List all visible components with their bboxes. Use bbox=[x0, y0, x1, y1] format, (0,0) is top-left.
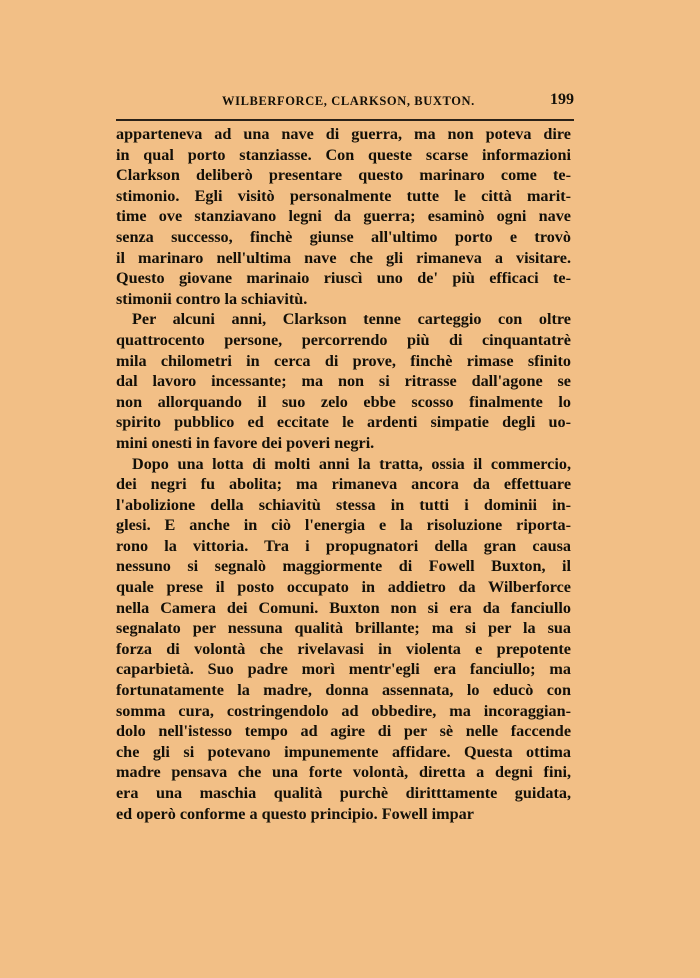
text-line: caparbietà. Suo padre morì mentr'egli era fanciullo; ma bbox=[116, 660, 571, 679]
text-line: apparteneva ad una nave di guerra, ma non poteva dire bbox=[116, 125, 571, 143]
text-line: Dopo una lotta di molti anni la tratta, ossia il commercio, bbox=[132, 454, 571, 473]
text-line: ed operò conforme a questo principio. Fowell impar bbox=[116, 804, 474, 823]
text-line: senza successo, finchè giunse all'ultimo porto e trovò bbox=[116, 227, 571, 246]
text-line: fortunatamente la madre, donna assennata, lo educò con bbox=[116, 681, 571, 700]
text-line: Clarkson deliberò presentare questo marinaro come te- bbox=[116, 166, 571, 185]
header-rule bbox=[116, 119, 574, 121]
paragraph bbox=[116, 124, 571, 309]
text-line: che gli si potevano impunemente affidare. Questa ottima bbox=[116, 742, 571, 761]
page-header bbox=[116, 91, 574, 111]
running-head: WILBERFORCE, CLARKSON, BUXTON. bbox=[222, 94, 475, 108]
text-line: dei negri fu abolita; ma rimaneva ancora da effettuare bbox=[116, 475, 571, 494]
text-line: dal lavoro incessante; ma non si ritrasse dall'agone se bbox=[116, 372, 571, 391]
text-line: forza di volontà che rivelavasi in violenta e prepotente bbox=[116, 639, 571, 658]
text-line: stimonio. Egli visitò personalmente tutte le città marit- bbox=[116, 186, 571, 205]
text-line: quattrocento persone, percorrendo più di cinquantatrè bbox=[116, 330, 571, 349]
text-line: mila chilometri in cerca di prove, finchè rimase sfinito bbox=[116, 351, 571, 370]
text-line: Questo giovane marinaio riuscì uno de' più efficaci te- bbox=[116, 269, 571, 288]
text-line: il marinaro nell'ultima nave che gli rimaneva a visitare. bbox=[116, 248, 571, 267]
text-line: dolo nell'istesso tempo ad agire di per sè nelle faccende bbox=[116, 722, 571, 741]
text-line: segnalato per nessuna qualità brillante; ma si per la sua bbox=[116, 619, 571, 638]
text-line: stimonii contro la schiavitù. bbox=[116, 289, 308, 308]
paragraph bbox=[116, 454, 571, 825]
text-line: madre pensava che una forte volontà, diretta a degni fini, bbox=[116, 763, 571, 782]
page-number: 199 bbox=[550, 91, 574, 108]
text-line: Per alcuni anni, Clarkson tenne carteggio con oltre bbox=[132, 310, 571, 329]
text-line: nella Camera dei Comuni. Buxton non si era da fanciullo bbox=[116, 598, 571, 617]
text-line: spirito pubblico ed eccitate le ardenti simpatie degli uo- bbox=[116, 413, 571, 432]
text-line: mini onesti in favore dei poveri negri. bbox=[116, 433, 375, 452]
text-line: glesi. E anche in ciò l'energia e la risoluzione riporta- bbox=[116, 516, 571, 535]
text-line: rono la vittoria. Tra i propugnatori della gran causa bbox=[116, 536, 571, 555]
text-line: l'abolizione della schiavitù stessa in tutti i dominii in- bbox=[116, 495, 571, 514]
text-line: somma cura, costringendolo ad obbedire, ma incoraggian- bbox=[116, 701, 571, 720]
text-line: in qual porto stanziasse. Con queste scarse informazioni bbox=[116, 145, 571, 164]
text-line: non allorquando il suo zelo ebbe scosso finalmente lo bbox=[116, 392, 571, 411]
text-line: era una maschia qualità purchè diritttamente guidata, bbox=[116, 784, 571, 802]
body-text bbox=[116, 124, 571, 824]
text-line: time ove stanziavano legni da guerra; esaminò ogni nave bbox=[116, 207, 571, 226]
text-line: quale prese il posto occupato in addietro da Wilberforce bbox=[116, 578, 571, 597]
paragraph bbox=[116, 309, 571, 453]
text-line: nessuno si segnalò maggiormente di Fowell Buxton, il bbox=[116, 557, 571, 576]
